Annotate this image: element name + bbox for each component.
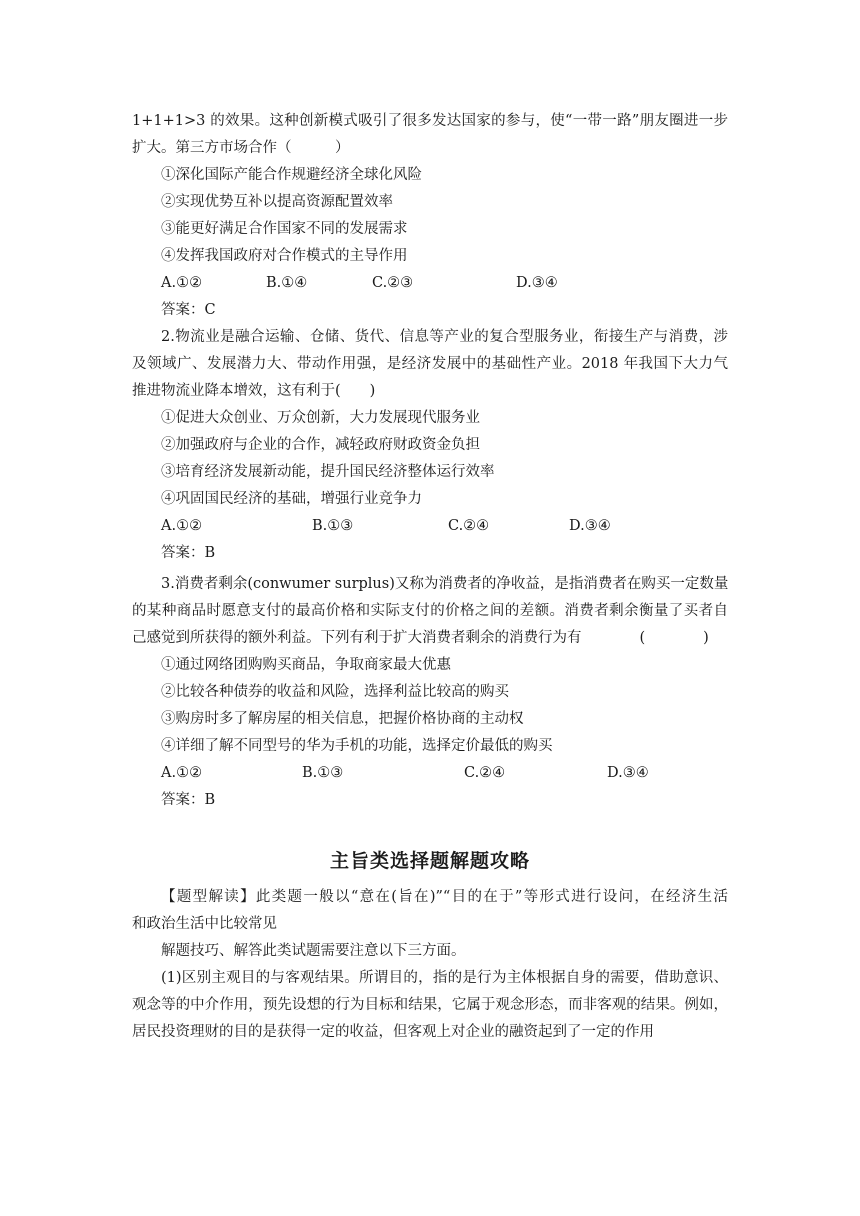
question-2-item: ①促进大众创业、万众创新，大力发展现代服务业 [161, 410, 480, 426]
point-1-line: 居民投资理财的目的是获得一定的收益，但客观上对企业的融资起到了一定的作用 [132, 1024, 654, 1040]
option-d: D.③④ [607, 765, 649, 781]
question-3-options [132, 760, 728, 787]
point-1-line: (1)区别主观目的与客观结果。所谓目的，指的是行为主体根据自身的需要，借助意识、 [161, 970, 728, 986]
question-1-options [132, 270, 728, 297]
question-3-item: ②比较各种债券的收益和风险，选择利益比较高的购买 [161, 684, 509, 700]
section-heading: 主旨类选择题解题攻略 [329, 850, 530, 872]
point-1-line: 观念等的中介作用，预先设想的行为目标和结果，它属于观念形态，而非客观的结果。例如， [132, 997, 728, 1013]
question-1-item: ④发挥我国政府对合作模式的主导作用 [161, 248, 408, 264]
question-1-answer: 答案：C [161, 302, 216, 318]
option-b: B.①④ [266, 275, 308, 291]
question-1-stem-line: 1+1+1>3 的效果。这种创新模式吸引了很多发达国家的参与，使“一带一路”朋友圈进一步 [132, 113, 728, 129]
question-3-stem-line: 己感觉到所获得的额外利益。下列有利于扩大消费者剩余的消费行为有 ( ) [132, 630, 709, 646]
question-2-item: ③培育经济发展新动能，提升国民经济整体运行效率 [161, 464, 495, 480]
question-3-item: ③购房时多了解房屋的相关信息，把握价格协商的主动权 [161, 711, 524, 727]
question-3-stem-line: 3.消费者剩余(conwumer surplus)又称为消费者的净收益，是指消费者在购买一定数量 [161, 576, 729, 592]
question-1-item: ③能更好满足合作国家不同的发展需求 [161, 221, 408, 237]
option-b: B.①③ [312, 518, 354, 534]
question-2-stem-line: 及领域广、发展潜力大、带动作用强，是经济发展中的基础性产业。2018 年我国下大力气 [132, 356, 728, 372]
option-c: C.②③ [372, 275, 414, 291]
option-c: C.②④ [448, 518, 490, 534]
question-type-intro-line: 和政治生活中比较常见 [132, 916, 277, 932]
question-3 [132, 571, 728, 814]
question-2 [132, 324, 728, 567]
question-2-stem-line: 2.物流业是融合运输、仓储、货代、信息等产业的复合型服务业，衔接生产与消费，涉 [161, 329, 728, 345]
question-2-stem-line: 推进物流业降本增效，这有利于( ) [132, 383, 376, 399]
option-a: A.①② [161, 275, 203, 291]
option-d: D.③④ [569, 518, 611, 534]
question-1 [132, 108, 728, 324]
question-2-item: ④巩固国民经济的基础，增强行业竞争力 [161, 491, 422, 507]
question-1-stem-line: 扩大。第三方市场合作（ ） [132, 140, 350, 156]
question-3-item: ①通过网络团购购买商品，争取商家最大优惠 [161, 657, 451, 673]
option-a: A.①② [161, 765, 203, 781]
question-1-item: ①深化国际产能合作规避经济全球化风险 [161, 167, 422, 183]
question-1-item: ②实现优势互补以提高资源配置效率 [161, 194, 393, 210]
option-a: A.①② [161, 518, 203, 534]
question-3-answer: 答案：B [161, 792, 216, 808]
section-body [132, 884, 728, 1046]
question-2-answer: 答案：B [161, 545, 216, 561]
option-d: D.③④ [516, 275, 558, 291]
question-2-item: ②加强政府与企业的合作，减轻政府财政资金负担 [161, 437, 480, 453]
solving-skill-line: 解题技巧、解答此类试题需要注意以下三方面。 [161, 943, 466, 959]
question-type-intro-line: 【题型解读】此类题一般以“意在(旨在)”“目的在于”等形式进行设问，在经济生活 [161, 889, 728, 905]
question-2-options [132, 513, 728, 540]
option-c: C.②④ [464, 765, 506, 781]
option-b: B.①③ [302, 765, 344, 781]
question-3-item: ④详细了解不同型号的华为手机的功能，选择定价最低的购买 [161, 738, 553, 754]
question-3-stem-line: 的某种商品时愿意支付的最高价格和实际支付的价格之间的差额。消费者剩余衡量了买者自 [132, 603, 728, 619]
